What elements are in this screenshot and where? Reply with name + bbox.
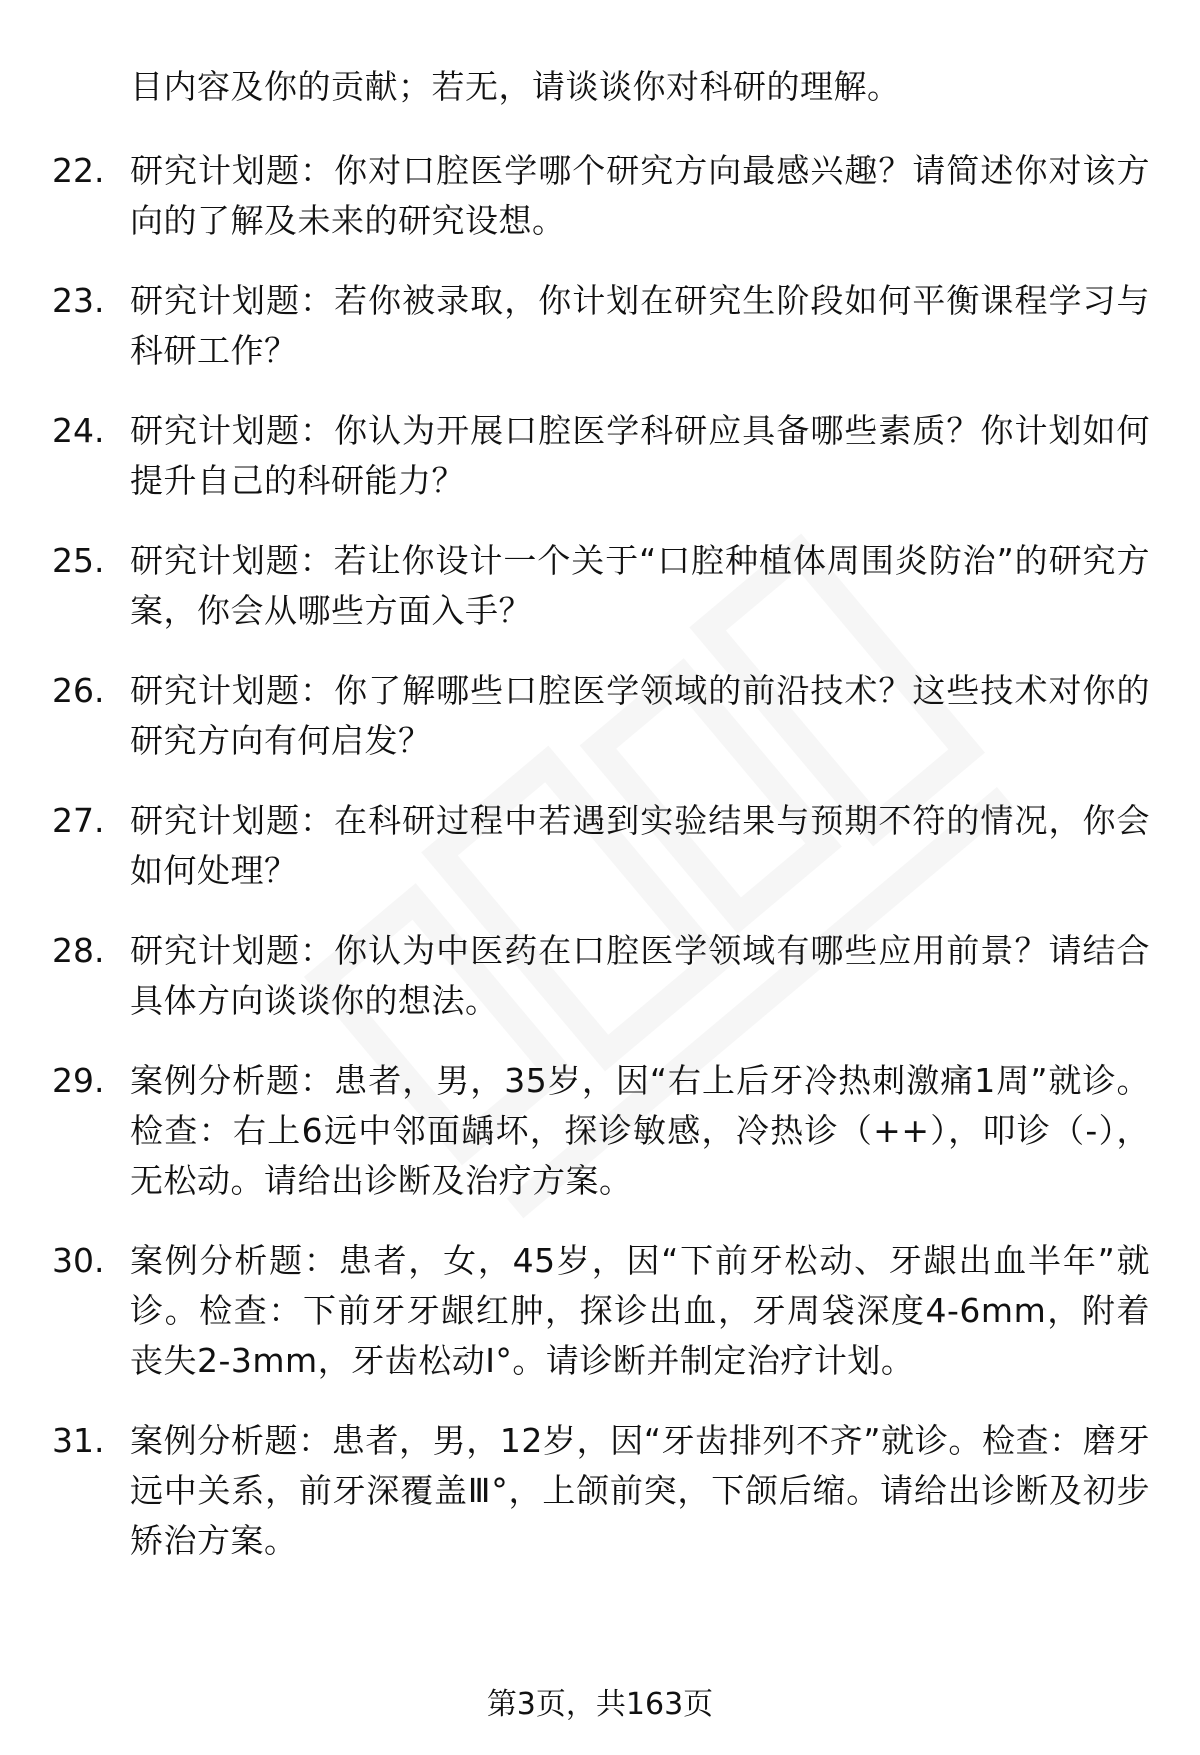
continuation-text: 目内容及你的贡献；若无，请谈谈你对科研的理解。: [130, 67, 901, 106]
question-text: 案例分析题：患者，女，45岁，因“下前牙松动、牙龈出血半年”就诊。检查：下前牙牙龈红肿，探诊出血，牙周袋深度4-6mm，附着丧失2-3mm，牙齿松动Ⅰ°。请诊断并制定治疗计划。: [130, 1241, 1150, 1380]
question-item: [0, 536, 1150, 636]
question-text: 研究计划题：若让你设计一个关于“口腔种植体周围炎防治”的研究方案，你会从哪些方面入手？: [130, 541, 1150, 630]
question-text: 研究计划题：你了解哪些口腔医学领域的前沿技术？这些技术对你的研究方向有何启发？: [130, 671, 1150, 760]
question-text: 案例分析题：患者，男，35岁，因“右上后牙冷热刺激痛1周”就诊。检查：右上6远中邻面龋坏，探诊敏感，冷热诊（++），叩诊（-），无松动。请给出诊断及治疗方案。: [130, 1061, 1150, 1200]
question-text: 研究计划题：你认为中医药在口腔医学领域有哪些应用前景？请结合具体方向谈谈你的想法。: [130, 931, 1150, 1020]
question-number: 26.: [52, 671, 105, 710]
question-item: [0, 1416, 1150, 1566]
question-number: 31.: [52, 1421, 105, 1460]
question-item: [0, 276, 1150, 376]
question-number: 25.: [52, 541, 105, 580]
question-item: [0, 666, 1150, 766]
question-text: 研究计划题：若你被录取，你计划在研究生阶段如何平衡课程学习与科研工作？: [130, 281, 1150, 370]
question-number: 30.: [52, 1241, 105, 1280]
question-text: 研究计划题：在科研过程中若遇到实验结果与预期不符的情况，你会如何处理？: [130, 801, 1150, 890]
question-item: [0, 406, 1150, 506]
question-list: [0, 146, 1200, 1596]
question-item: [0, 926, 1150, 1026]
question-text: 研究计划题：你认为开展口腔医学科研应具备哪些素质？你计划如何提升自己的科研能力？: [130, 411, 1150, 500]
question-text: 案例分析题：患者，男，12岁，因“牙齿排列不齐”就诊。检查：磨牙远中关系，前牙深覆盖Ⅲ°，上颌前突，下颌后缩。请给出诊断及初步矫治方案。: [130, 1421, 1150, 1560]
question-number: 29.: [52, 1061, 105, 1100]
question-number: 23.: [52, 281, 105, 320]
question-number: 22.: [52, 151, 105, 190]
question-number: 28.: [52, 931, 105, 970]
question-item: [0, 796, 1150, 896]
question-number: 27.: [52, 801, 105, 840]
question-item: [0, 1236, 1150, 1386]
question-item: [0, 146, 1150, 246]
question-item: [0, 1056, 1150, 1206]
question-number: 24.: [52, 411, 105, 450]
question-text: 研究计划题：你对口腔医学哪个研究方向最感兴趣？请简述你对该方向的了解及未来的研究设想。: [130, 151, 1150, 240]
page-footer: 第3页，共163页: [486, 1687, 714, 1722]
